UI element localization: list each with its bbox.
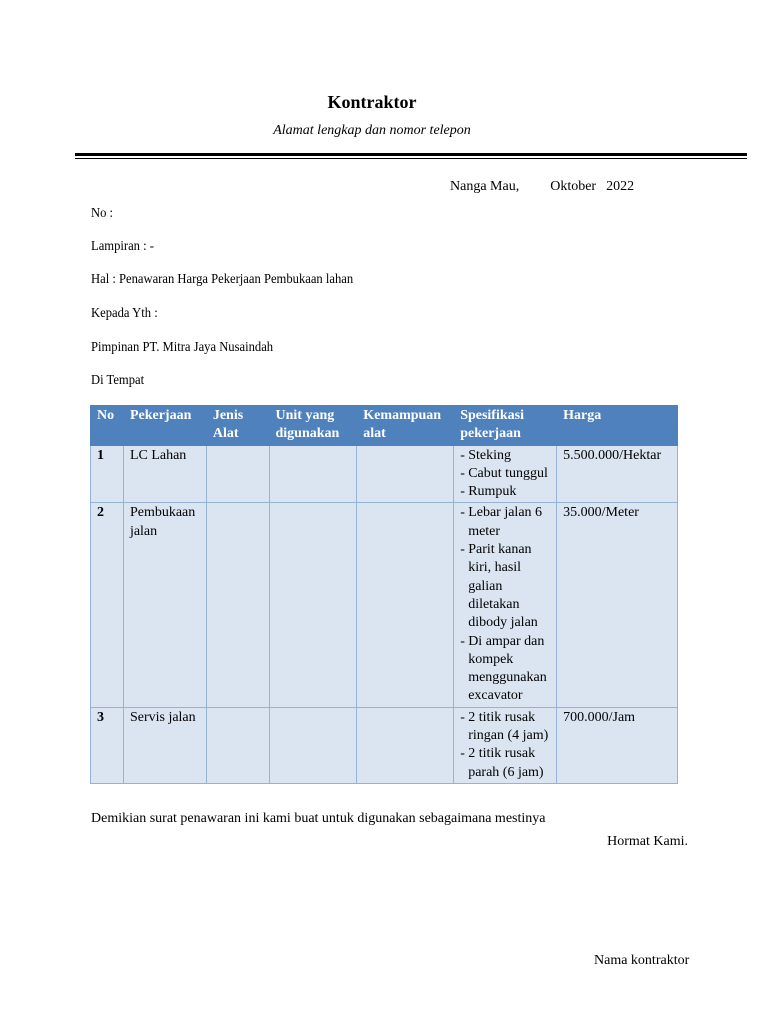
cell-no: 3 bbox=[91, 707, 124, 783]
date-place: Nanga Mau, bbox=[450, 179, 520, 194]
cell-harga: 5.500.000/Hektar bbox=[557, 445, 678, 503]
field-no: No : bbox=[91, 206, 114, 221]
letterhead-divider-thick bbox=[75, 153, 747, 156]
spec-list bbox=[460, 447, 550, 502]
spec-item: - Cabut tunggul bbox=[460, 465, 550, 483]
cell-kemampuan bbox=[357, 707, 454, 783]
date-month: Oktober bbox=[550, 179, 597, 194]
column-header-spesifikasi: Spesifikasi pekerjaan bbox=[454, 406, 557, 446]
spec-item: - Rumpuk bbox=[460, 483, 550, 501]
table-header-row bbox=[91, 406, 678, 446]
field-kepada: Kepada Yth : bbox=[91, 306, 158, 321]
cell-pekerjaan: Servis jalan bbox=[123, 707, 206, 783]
cell-spesifikasi bbox=[454, 445, 557, 503]
table-row bbox=[91, 445, 678, 503]
cell-unit bbox=[269, 445, 357, 503]
letterhead-subtitle: Alamat lengkap dan nomor telepon bbox=[273, 123, 471, 138]
cell-spesifikasi bbox=[454, 707, 557, 783]
cell-unit bbox=[269, 503, 357, 707]
letterhead-title: Kontraktor bbox=[327, 92, 417, 112]
column-header-kemampuan: Kemampuan alat bbox=[357, 406, 454, 446]
letterhead-divider-thin bbox=[75, 158, 747, 159]
closing-regards: Hormat Kami. bbox=[607, 834, 688, 849]
table-row bbox=[91, 707, 678, 783]
cell-harga: 700.000/Jam bbox=[557, 707, 678, 783]
cell-no: 2 bbox=[91, 503, 124, 707]
column-header-harga: Harga bbox=[557, 406, 678, 446]
cell-unit bbox=[269, 707, 357, 783]
field-hal: Hal : Penawaran Harga Pekerjaan Pembukaan lahan bbox=[91, 272, 354, 287]
spec-item: - Di ampar dan kompek menggunakan excavator bbox=[460, 633, 550, 706]
column-header-pekerjaan: Pekerjaan bbox=[123, 406, 206, 446]
spec-item: - Steking bbox=[460, 447, 550, 465]
table-row bbox=[91, 503, 678, 707]
spec-item: - 2 titik rusak ringan (4 jam) bbox=[460, 709, 550, 746]
cell-pekerjaan: Pembukaan jalan bbox=[123, 503, 206, 707]
signer-name: Nama kontraktor bbox=[594, 953, 690, 968]
spec-list bbox=[460, 709, 550, 782]
column-header-jenis-alat: Jenis Alat bbox=[206, 406, 269, 446]
cell-jenis-alat bbox=[206, 445, 269, 503]
cell-harga: 35.000/Meter bbox=[557, 503, 678, 707]
cell-kemampuan bbox=[357, 445, 454, 503]
cell-spesifikasi bbox=[454, 503, 557, 707]
spec-list bbox=[460, 504, 550, 705]
cell-no: 1 bbox=[91, 445, 124, 503]
cell-jenis-alat bbox=[206, 707, 269, 783]
price-offer-table bbox=[90, 405, 678, 784]
cell-kemampuan bbox=[357, 503, 454, 707]
field-di-tempat: Di Tempat bbox=[91, 373, 145, 388]
spec-item: - Lebar jalan 6 meter bbox=[460, 504, 550, 541]
column-header-unit: Unit yang digunakan bbox=[269, 406, 357, 446]
column-header-no: No bbox=[91, 406, 124, 446]
field-pimpinan: Pimpinan PT. Mitra Jaya Nusaindah bbox=[91, 340, 274, 355]
dateline bbox=[450, 179, 634, 195]
spec-item: - Parit kanan kiri, hasil galian diletakan dibody jalan bbox=[460, 541, 550, 632]
cell-jenis-alat bbox=[206, 503, 269, 707]
cell-pekerjaan: LC Lahan bbox=[123, 445, 206, 503]
closing-statement: Demikian surat penawaran ini kami buat untuk digunakan sebagaimana mestinya bbox=[91, 811, 546, 826]
date-year: 2022 bbox=[606, 179, 635, 194]
field-lampiran: Lampiran : - bbox=[91, 239, 154, 254]
spec-item: - 2 titik rusak parah (6 jam) bbox=[460, 745, 550, 782]
